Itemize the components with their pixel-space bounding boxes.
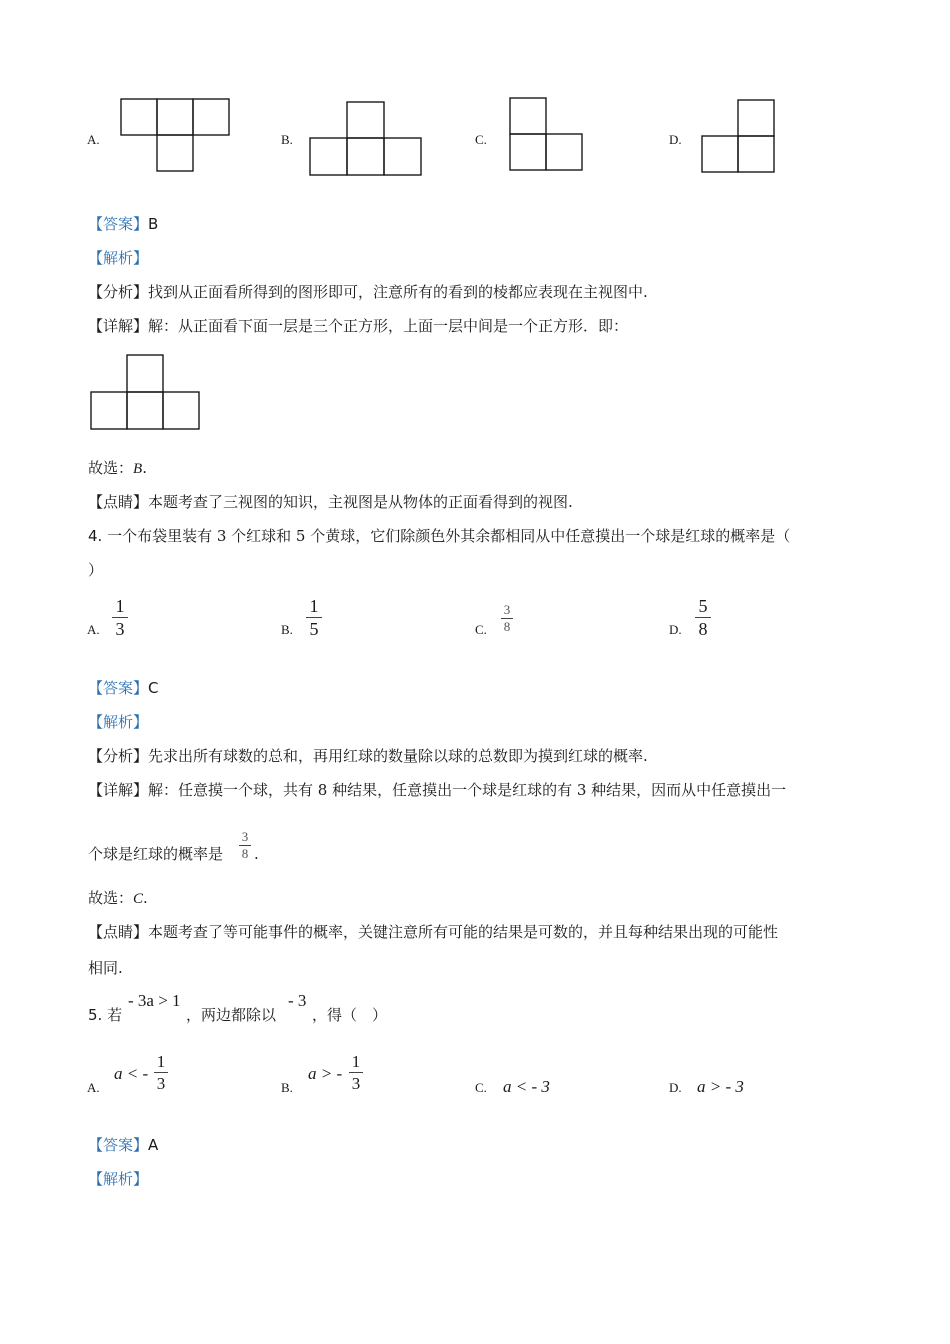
answer-value: B (148, 215, 159, 233)
q5-option-d-expr: a > - 3 (697, 1077, 744, 1096)
q5-option-b-fraction (349, 1052, 363, 1093)
q3-option-a-figure (120, 97, 234, 175)
q5-stem (88, 1005, 122, 1025)
q3-choose (88, 458, 147, 479)
q4-answer (88, 678, 159, 698)
q5-answer (88, 1135, 158, 1155)
numerator: 5 (698, 596, 708, 616)
q5-option-b-lhs: a > - (308, 1064, 343, 1083)
q3-option-b-label: B. (281, 132, 293, 147)
denominator: 3 (115, 619, 125, 639)
q3-option-b-figure (309, 100, 423, 178)
q4-analysis (88, 746, 648, 766)
answer-tag: 【答案】 (88, 679, 149, 697)
q5-option-a-fraction (154, 1052, 168, 1093)
q4-detail-line1 (88, 780, 786, 800)
q4-option-b-fraction (306, 596, 322, 639)
q4-stem-line1 (88, 526, 790, 546)
q5-option-c-expr: a < - 3 (503, 1077, 550, 1096)
detail-text: 解：从正面看下面一层是三个正方形，上面一层中间是一个正方形．即： (148, 317, 629, 335)
q5-stem-post: ，得（ ） (312, 1006, 388, 1024)
q3-option-c-figure (508, 96, 588, 174)
q4-comment-line1 (88, 922, 778, 942)
q4-option-a-label: A. (87, 622, 100, 637)
q5-stem-mid: ，两边都除以 (186, 1006, 277, 1024)
q3-option-a-label: A. (87, 132, 100, 147)
q3-option-c-label: C. (475, 132, 487, 147)
q3-option-d-label: D. (669, 132, 682, 147)
denominator: 5 (309, 619, 319, 639)
q5-jiexi-heading: 【解析】 (88, 1170, 149, 1188)
denominator: 8 (241, 846, 249, 861)
q3-jiexi-heading: 【解析】 (88, 249, 149, 267)
q4-option-d-fraction (695, 596, 711, 639)
stem-pre: 若 (102, 1006, 123, 1024)
stem-text: 一个布袋里装有 3 个红球和 5 个黄球，它们除颜色外其余都相同从中任意摸出一个球是红球的概率是（ (102, 527, 791, 545)
q5-option-b-label: B. (281, 1080, 293, 1095)
analysis-tag: 【分析】 (88, 747, 149, 765)
q3-detail (88, 316, 628, 336)
denominator: 8 (698, 619, 708, 639)
q3-comment (88, 492, 573, 512)
q5-inequality: - 3a > 1 (128, 991, 181, 1010)
numerator: 1 (156, 1052, 166, 1071)
answer-value: A (148, 1136, 159, 1154)
analysis-tag: 【分析】 (88, 283, 149, 301)
comment-tag: 【点睛】 (88, 493, 149, 511)
choose-value: B (133, 461, 143, 477)
choose-prefix: 故选： (88, 889, 134, 907)
q4-choose (88, 888, 148, 909)
denominator: 3 (351, 1074, 361, 1093)
q3-answer (88, 214, 158, 234)
q4-option-a-fraction (112, 596, 128, 639)
q4-stem-line2: ） (88, 561, 104, 579)
q5-option-d-label: D. (669, 1080, 682, 1095)
q4-detail-fraction (239, 830, 251, 861)
numerator: 3 (241, 829, 249, 844)
q5-option-a-lhs: a < - (114, 1064, 149, 1083)
comment-text: 本题考查了三视图的知识，主视图是从物体的正面看得到的视图. (148, 493, 573, 511)
q5-option-c-label: C. (475, 1080, 487, 1095)
q4-detail-end: . (254, 845, 259, 863)
question-number: 4. (88, 527, 103, 545)
q3-analysis (88, 282, 648, 302)
q4-option-c-label: C. (475, 622, 487, 637)
q5-divisor: - 3 (288, 991, 307, 1010)
analysis-text: 找到从正面看所得到的图形即可，注意所有的看到的棱都应表现在主视图中. (148, 283, 648, 301)
q3-front-view-figure (89, 353, 203, 431)
comment-tag: 【点睛】 (88, 923, 149, 941)
question-number: 5. (88, 1006, 103, 1024)
q3-option-d-figure (700, 98, 780, 176)
choose-prefix: 故选： (88, 459, 134, 477)
numerator: 3 (503, 602, 511, 617)
answer-tag: 【答案】 (88, 215, 149, 233)
q5-option-a-label: A. (87, 1080, 100, 1095)
q4-option-d-label: D. (669, 622, 682, 637)
numerator: 1 (115, 596, 125, 616)
q4-jiexi-heading: 【解析】 (88, 713, 149, 731)
q4-comment-line2: 相同. (88, 959, 123, 977)
denominator: 8 (503, 619, 511, 634)
numerator: 1 (309, 596, 319, 616)
detail-text: 解：任意摸一个球，共有 8 种结果，任意摸出一个球是红球的有 3 种结果，因而从中任意摸出一 (148, 781, 787, 799)
numerator: 1 (351, 1052, 361, 1071)
comment-text: 本题考查了等可能事件的概率，关键注意所有可能的结果是可数的，并且每种结果出现的可能性 (148, 923, 779, 941)
q4-option-b-label: B. (281, 622, 293, 637)
detail-tag: 【详解】 (88, 781, 149, 799)
choose-suffix: . (142, 459, 147, 477)
choose-suffix: . (143, 889, 148, 907)
answer-value: C (148, 679, 159, 697)
q4-detail-line2: 个球是红球的概率是 (88, 845, 224, 863)
choose-value: C (133, 891, 144, 907)
q4-option-c-fraction (501, 603, 513, 634)
detail-tag: 【详解】 (88, 317, 149, 335)
denominator: 3 (156, 1074, 166, 1093)
analysis-text: 先求出所有球数的总和，再用红球的数量除以球的总数即为摸到红球的概率. (148, 747, 648, 765)
answer-tag: 【答案】 (88, 1136, 149, 1154)
